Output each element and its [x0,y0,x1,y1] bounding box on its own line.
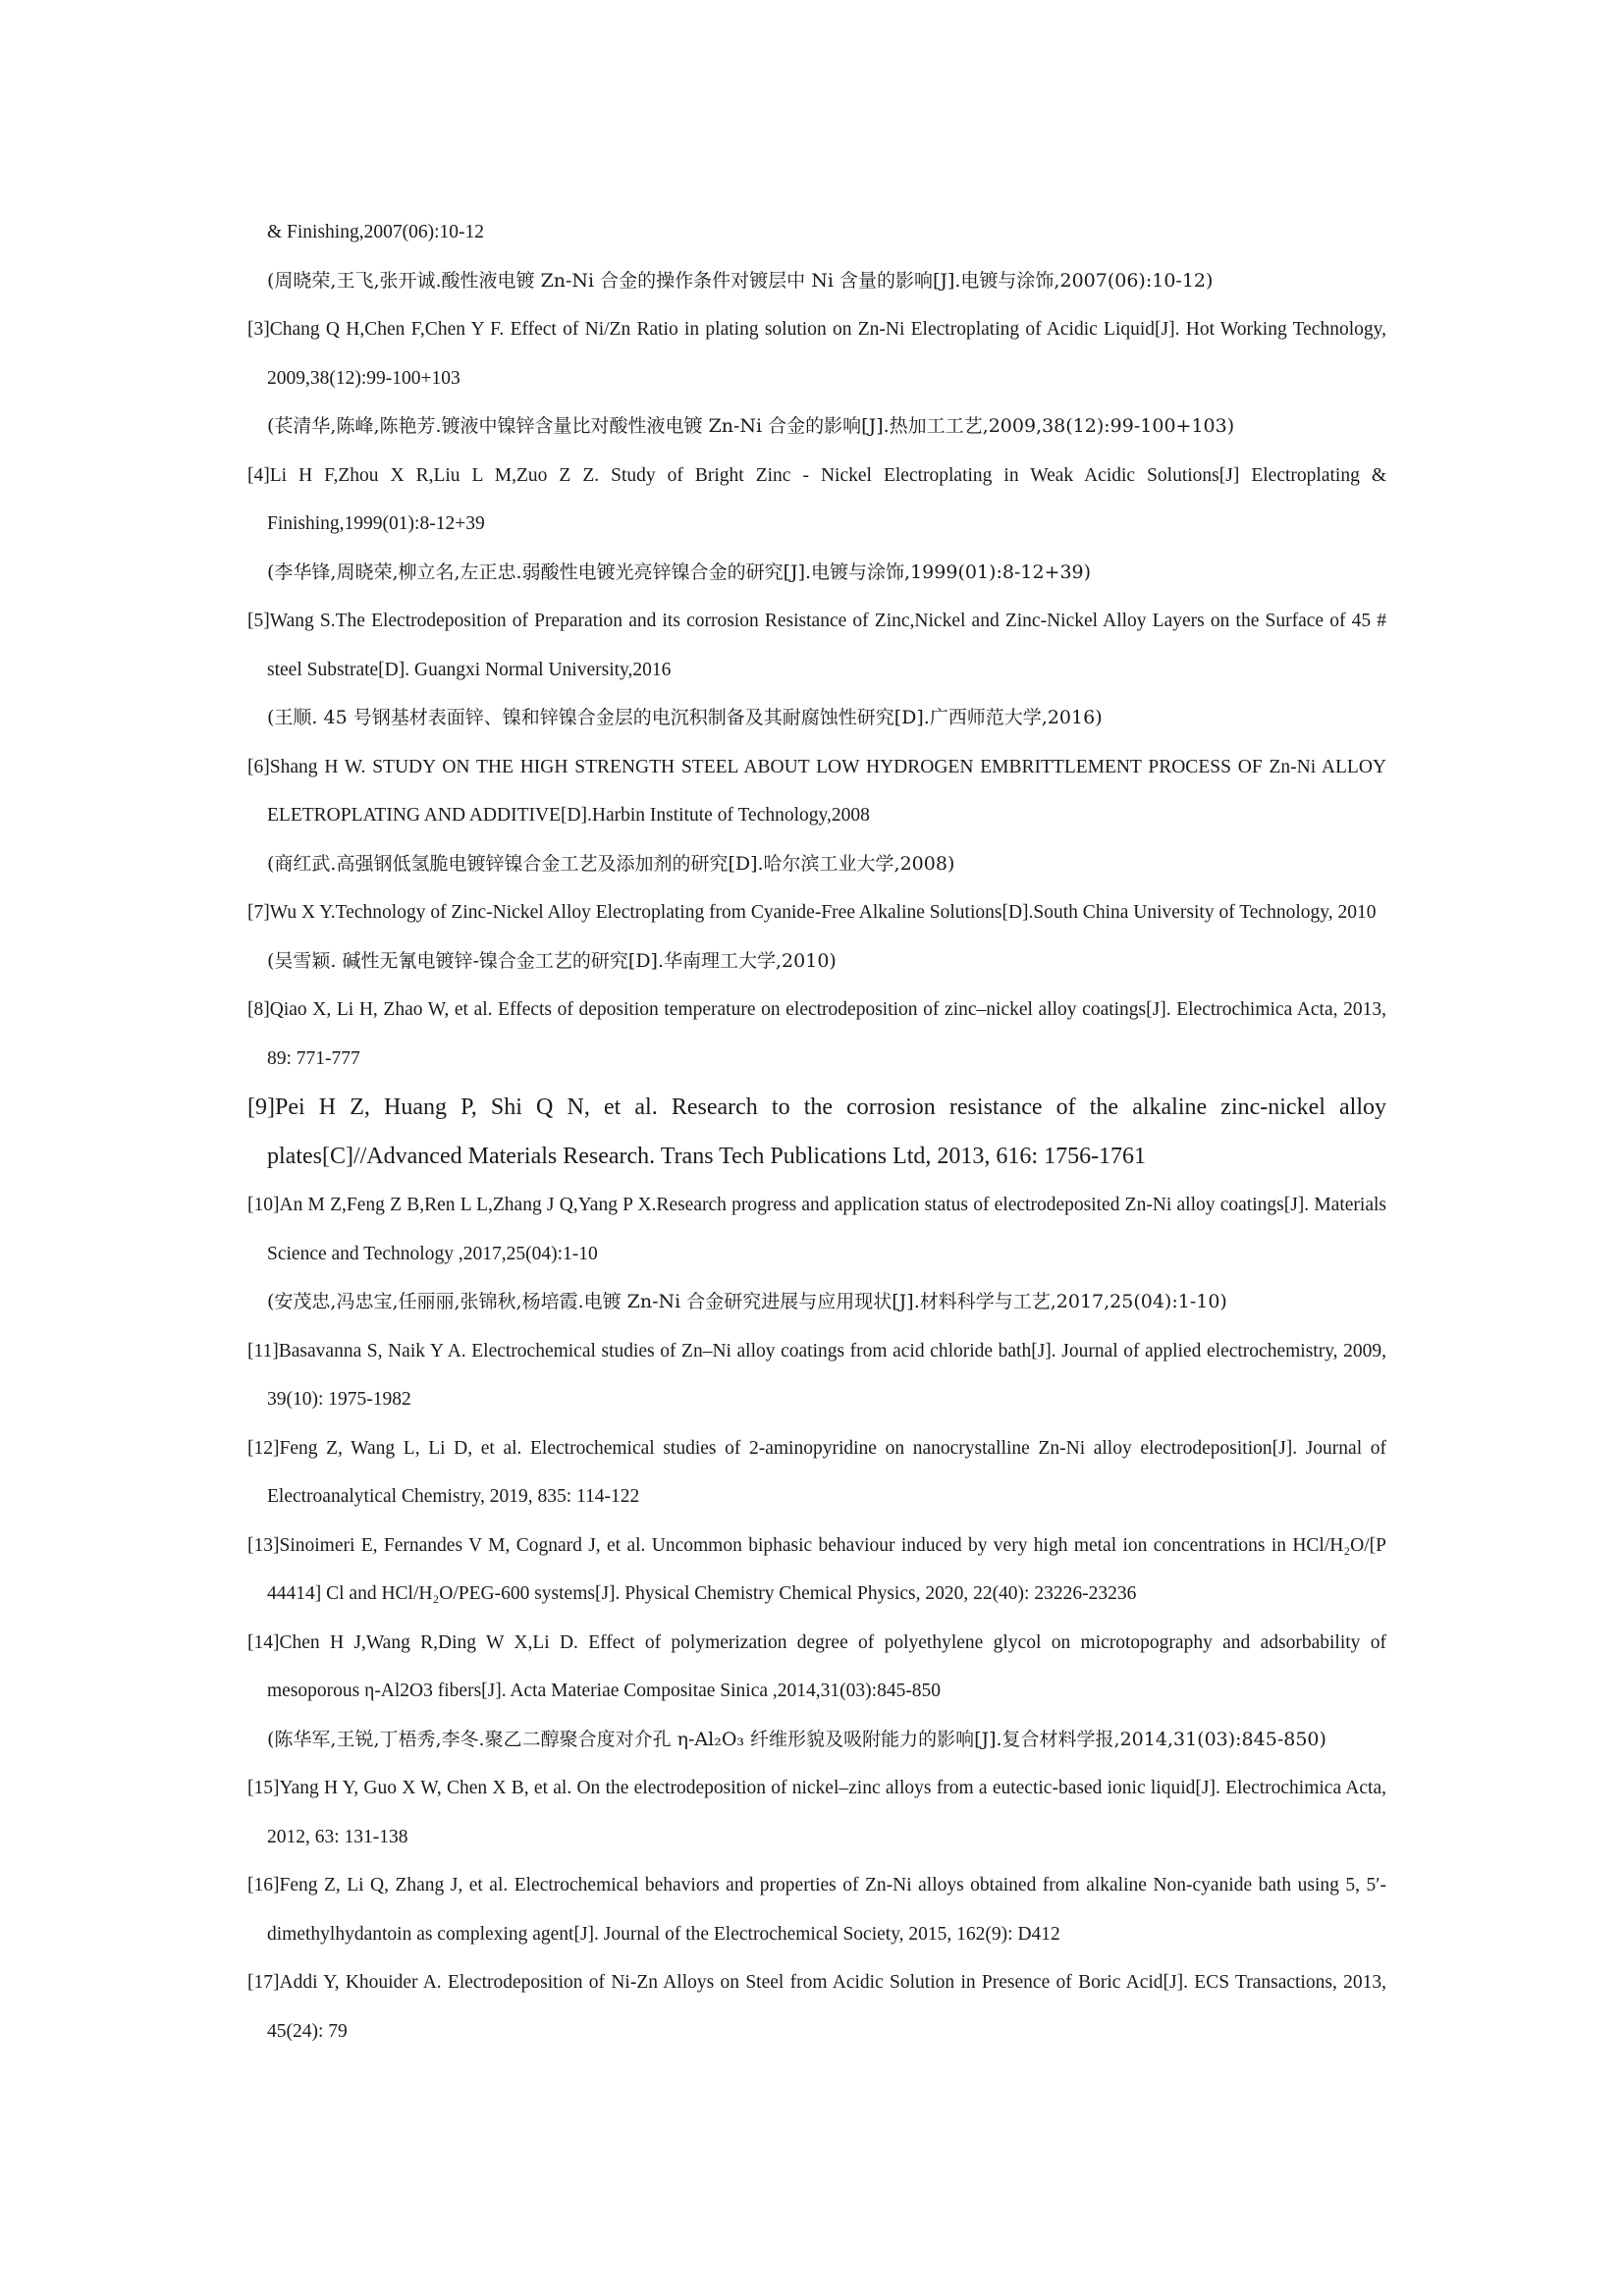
reference-9: [9]Pei H Z, Huang P, Shi Q N, et al. Research to the corrosion resistance of the alkaline zinc-nickel alloy plates[C]//Advanced Materials Research. Trans Tech Publications Ltd, 2013, 616: 1756-1761 [247,1095,1386,1169]
reference-16: [16]Feng Z, Li Q, Zhang J, et al. Electrochemical behaviors and properties of Zn-Ni alloys obtained from alkaline Non-cyanide bath using 5, 5′-dimethylhydantoin as complexing agent[J]. Journal of the Electrochemical Society, 2015, 162(9): D412 [247,1875,1386,1945]
reference-14-chinese: (陈华军,王锐,丁梧秀,李冬.聚乙二醇聚合度对介孔 η-Al₂O₃ 纤维形貌及吸附能力的影响[J].复合材料学报,2014,31(03):845-850) [267,1728,1326,1750]
reference-4: [4]Li H F,Zhou X R,Liu L M,Zuo Z Z. Study of Bright Zinc - Nickel Electroplating in Weak Acidic Solutions[J] Electroplating & Finishing,1999(01):8-12+39 [247,464,1386,534]
reference-7-chinese: (吴雪颖. 碱性无氰电镀锌-镍合金工艺的研究[D].华南理工大学,2010) [267,949,837,972]
reference-14: [14]Chen H J,Wang R,Ding W X,Li D. Effect of polymerization degree of polyethylene glycol on microtopography and adsorbability of mesoporous η-Al2O3 fibers[J]. Acta Materiae Compositae Sinica ,2014,31(03):845-850 [247,1631,1386,1701]
reference-list [247,208,1386,2056]
reference-10: [10]An M Z,Feng Z B,Ren L L,Zhang J Q,Yang P X.Research progress and application status of electrodeposited Zn-Ni alloy coatings[J]. Materials Science and Technology ,2017,25(04):1-10 [247,1195,1386,1264]
reference-10-chinese: (安茂忠,冯忠宝,任丽丽,张锦秋,杨培霞.电镀 Zn-Ni 合金研究进展与应用现状[J].材料科学与工艺,2017,25(04):1-10) [267,1291,1227,1312]
reference-5-chinese: (王顺. 45 号钢基材表面锌、镍和锌镍合金层的电沉积制备及其耐腐蚀性研究[D].广西师范大学,2016) [267,707,1103,728]
reference-12: [12]Feng Z, Wang L, Li D, et al. Electrochemical studies of 2-aminopyridine on nanocrystalline Zn-Ni alloy electrodeposition[J]. Journal of Electroanalytical Chemistry, 2019, 835: 114-122 [247,1437,1386,1507]
reference-13: [13]Sinoimeri E, Fernandes V M, Cognard J, et al. Uncommon biphasic behaviour induced by very high metal ion concentrations in HCl/H₂O/[P 44414] Cl and HCl/H₂O/PEG-600 systems[J]. Physical Chemistry Chemical Physics, 2020, 22(40): 23226-23236 [247,1534,1386,1604]
reference-3: [3]Chang Q H,Chen F,Chen Y F. Effect of Ni/Zn Ratio in plating solution on Zn-Ni Electroplating of Acidic Liquid[J]. Hot Working Technology, 2009,38(12):99-100+103 [247,319,1386,389]
reference-6-chinese: (商红武.高强钢低氢脆电镀锌镍合金工艺及添加剂的研究[D].哈尔滨工业大学,2008) [267,852,955,875]
reference-6: [6]Shang H W. STUDY ON THE HIGH STRENGTH STEEL ABOUT LOW HYDROGEN EMBRITTLEMENT PROCESS OF Zn-Ni ALLOY ELETROPLATING AND ADDITIVE[D].Harbin Institute of Technology,2008 [247,756,1386,826]
reference-11: [11]Basavanna S, Naik Y A. Electrochemical studies of Zn–Ni alloy coatings from acid chloride bath[J]. Journal of applied electrochemistry, 2009, 39(10): 1975-1982 [247,1340,1386,1410]
reference-4-chinese: (李华锋,周晓荣,柳立名,左正忠.弱酸性电镀光亮锌镍合金的研究[J].电镀与涂饰,1999(01):8-12+39) [267,561,1092,583]
reference-continuation: & Finishing,2007(06):10-12 [267,222,485,242]
reference-5: [5]Wang S.The Electrodeposition of Preparation and its corrosion Resistance of Zinc,Nickel and Zinc-Nickel Alloy Layers on the Surface of 45 # steel Substrate[D]. Guangxi Normal University,2016 [247,611,1386,680]
reference-8: [8]Qiao X, Li H, Zhao W, et al. Effects of deposition temperature on electrodeposition of zinc–nickel alloy coatings[J]. Electrochimica Acta, 2013, 89: 771-777 [247,999,1386,1069]
reference-7: [7]Wu X Y.Technology of Zinc-Nickel Alloy Electroplating from Cyanide-Free Alkaline Solutions[D].South China University of Technology, 2010 [247,902,1377,923]
reference-chinese-translation: (周晓荣,王飞,张开诚.酸性液电镀 Zn-Ni 合金的操作条件对镀层中 Ni 含量的影响[J].电镀与涂饰,2007(06):10-12) [267,269,1214,292]
reference-15: [15]Yang H Y, Guo X W, Chen X B, et al. On the electrodeposition of nickel–zinc alloys from a eutectic-based ionic liquid[J]. Electrochimica Acta, 2012, 63: 131-138 [247,1778,1386,1847]
reference-17: [17]Addi Y, Khouider A. Electrodeposition of Ni-Zn Alloys on Steel from Acidic Solution in Presence of Boric Acid[J]. ECS Transactions, 2013, 45(24): 79 [247,1972,1386,2042]
reference-3-chinese: (苌清华,陈峰,陈艳芳.镀液中镍锌含量比对酸性液电镀 Zn-Ni 合金的影响[J].热加工工艺,2009,38(12):99-100+103) [267,415,1235,437]
